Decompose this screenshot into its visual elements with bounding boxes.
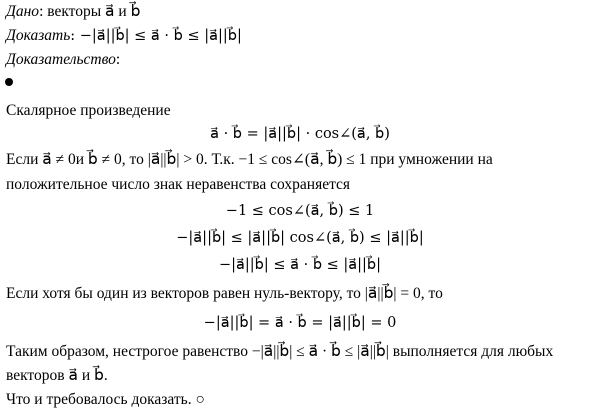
eq-scalar-product: a⃗ · b⃗ = |a⃗||b⃗| · cos∠(a⃗, b⃗) xyxy=(210,126,390,142)
text-conclusion-vectors: векторов a⃗ и b⃗. xyxy=(6,367,108,384)
text-zero-vector: Если хотя бы один из векторов равен нуль-вектору, то |a⃗||b⃗| = 0, то xyxy=(6,285,443,302)
text-qed: Что и требовалось доказать. ○ xyxy=(6,391,205,408)
prove-line xyxy=(6,26,242,46)
scalar-intro: Скалярное произведение xyxy=(6,102,171,119)
eq-multiplied: −|a⃗||b⃗| ≤ |a⃗||b⃗| cos∠(a⃗, b⃗) ≤ |a⃗||b⃗| xyxy=(176,230,424,246)
text-conclusion: Таким образом, нестрогое равенство −|a⃗||b⃗| ≤ a⃗ · b⃗ ≤ |a⃗||b⃗| выполняется для любых xyxy=(6,343,554,360)
eq-result: −|a⃗||b⃗| ≤ a⃗ · b⃗ ≤ |a⃗||b⃗| xyxy=(218,257,382,273)
proof-colon: : xyxy=(115,51,121,68)
proof-label: Доказательство xyxy=(6,51,116,68)
given-text: : векторы a⃗ и b⃗ xyxy=(39,3,141,20)
given-line xyxy=(6,2,140,22)
eq-zero-case: −|a⃗||b⃗| = a⃗ · b⃗ = |a⃗||b⃗| = 0 xyxy=(203,315,397,331)
text-sign-preserved: положительное число знак неравенства сохраняется xyxy=(6,176,351,193)
eq-cos-bounds: −1 ≤ cos∠(a⃗, b⃗) ≤ 1 xyxy=(225,203,375,219)
bullet-point xyxy=(5,78,13,86)
prove-label: Доказать xyxy=(6,27,71,44)
given-label: Дано xyxy=(6,3,40,20)
text-if-nonzero: Если a⃗ ≠ 0и b⃗ ≠ 0, то |a⃗||b⃗| > 0. Т.к. −1 ≤ cos∠(a⃗, b⃗) ≤ 1 при умножении на xyxy=(6,151,493,168)
prove-text: : −|a⃗||b⃗| ≤ a⃗ · b⃗ ≤ |a⃗||b⃗| xyxy=(70,28,242,44)
proof-line xyxy=(6,50,120,70)
